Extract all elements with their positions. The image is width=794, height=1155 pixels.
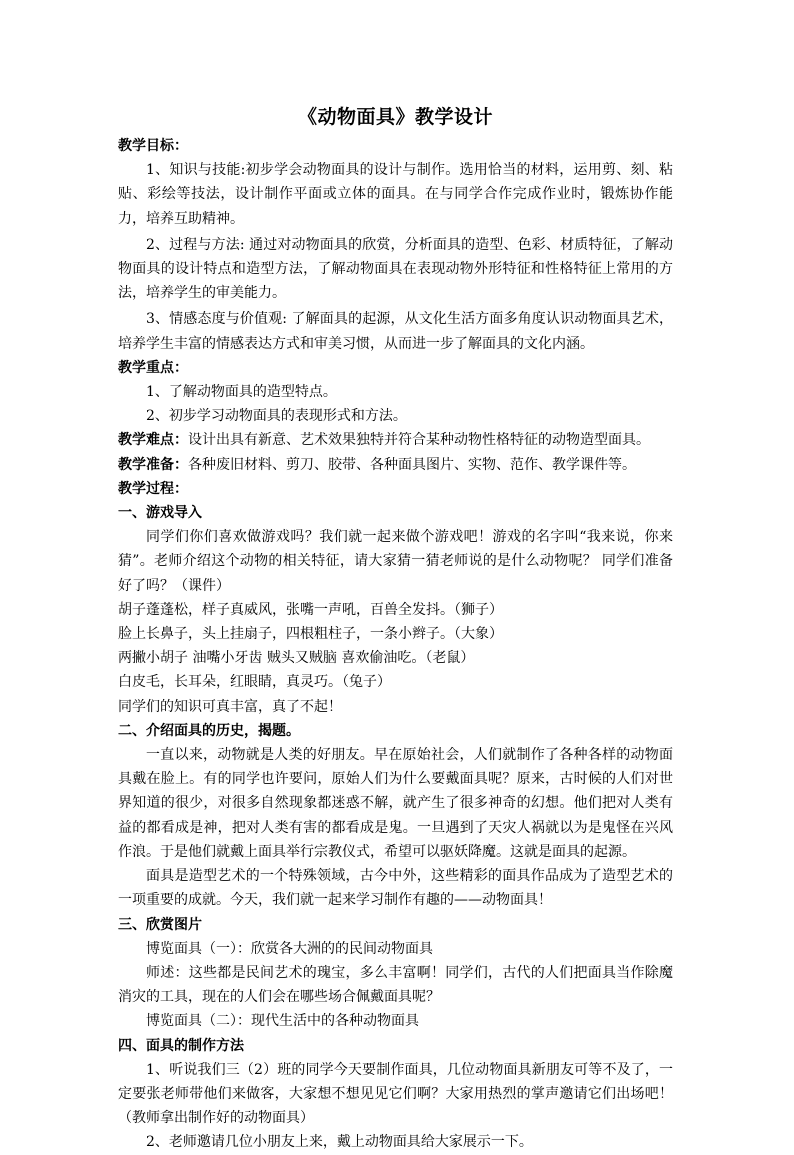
- preparation-line: [118, 453, 673, 477]
- section-3-para-3: 博览面具（二）：现代生活中的各种动物面具: [146, 1013, 419, 1030]
- document-title: 《动物面具》教学设计: [297, 106, 493, 128]
- key-point-item-1: 1、了解动物面具的造型特点。: [146, 384, 337, 401]
- section-4-para-1: 1、听说我们三（2）班的同学今天要制作面具，几位动物面具新朋友可等不及了，一定要张老师带他们来做客，大家想不想见见它们啊？大家用热烈的掌声邀请它们出场吧！（教师拿出制作好的动物面具）: [118, 1061, 673, 1127]
- section-3-para-2: 师述：这些都是民间艺术的瑰宝，多么丰富啊！同学们，古代的人们把面具当作除魔消灾的工具，现在的人们会在哪些场合佩戴面具呢？: [118, 964, 673, 1006]
- section-1-praise: 同学们的知识可真丰富，真了不起！: [118, 698, 342, 715]
- section-3-para-1: 博览面具（一）：欣赏各大洲的的民间动物面具: [146, 940, 433, 957]
- objective-item-2: 2、过程与方法: 通过对动物面具的欣赏，分析面具的造型、色彩、材质特征，了解动物面具的设计特点和造型方法，了解动物面具在表现动物外形特征和性格特征上常用的方法，培养学生的审美能力。: [118, 236, 673, 302]
- section-4-para-2: 2、老师邀请几位小朋友上来，戴上动物面具给大家展示一下。: [146, 1134, 533, 1151]
- section-1-intro: 同学们你们喜欢做游戏吗？我们就一起来做个游戏吧！游戏的名字叫“我来说，你来猜”。老师介绍这个动物的相关特征，请大家猜一猜老师说的是什么动物呢？ 同学们准备好了吗？（课件）: [118, 529, 673, 594]
- objective-item-3: 3、情感态度与价值观: 了解面具的起源，从文化生活方面多角度认识动物面具艺术，培养学生丰富的情感表达方式和审美习惯，从而进一步了解面具的文化内涵。: [118, 311, 673, 352]
- section-2-para-1: 一直以来，动物就是人类的好朋友。早在原始社会，人们就制作了各种各样的动物面具戴在脸上。有的同学也许要问，原始人们为什么要戴面具呢？原来，古时候的人们对世界知道的很少，对很多自然现象都迷惑不解，就产生了很多神奇的幻想。他们把对人类有益的都看成是神，把对人类有害的都看成是鬼。一旦遇到了天灾人祸就以为是鬼怪在兴风作浪。于是他们就戴上面具举行宗教仪式，希望可以驱妖降魔。这就是面具的起源。: [118, 747, 673, 860]
- riddle-2: 脸上长鼻子，头上挂扇子，四根粗柱子，一条小辫子。（大象）: [118, 626, 503, 643]
- difficulty-text: 设计出具有新意、艺术效果独特并符合某种动物性格特征的动物造型面具。: [188, 432, 650, 449]
- section-2-heading: 二、介绍面具的历史，揭题。: [118, 722, 300, 739]
- riddle-4: 白皮毛，长耳朵，红眼睛，真灵巧。（兔子）: [118, 674, 391, 691]
- riddle-1: 胡子蓬蓬松，样子真威风，张嘴一声吼，百兽全发抖。（狮子）: [118, 601, 503, 618]
- key-points-heading: 教学重点：: [118, 359, 188, 376]
- difficulty-line: [118, 428, 673, 452]
- section-3-heading: 三、欣赏图片: [118, 916, 202, 933]
- process-heading: 教学过程：: [118, 480, 188, 497]
- preparation-label: 教学准备：: [118, 456, 188, 473]
- section-4-heading: 四、面具的制作方法: [118, 1037, 244, 1054]
- objective-item-1: 1、知识与技能:初步学会动物面具的设计与制作。选用恰当的材料，运用剪、刻、粘贴、彩绘等技法，设计制作平面或立体的面具。在与同学合作完成作业时，锻炼协作能力，培养互助精神。: [118, 162, 673, 227]
- key-point-item-2: 2、初步学习动物面具的表现形式和方法。: [146, 408, 407, 425]
- objectives-heading: 教学目标：: [118, 138, 188, 154]
- difficulty-label: 教学难点：: [118, 432, 188, 449]
- section-1-heading: 一、游戏导入: [118, 505, 202, 522]
- preparation-text: 各种废旧材料、剪刀、胶带、各种面具图片、实物、范作、教学课件等。: [188, 456, 636, 473]
- section-2-para-2: 面具是造型艺术的一个特殊领域，古今中外，这些精彩的面具作品成为了造型艺术的一项重要的成就。今天，我们就一起来学习制作有趣的——动物面具！: [118, 868, 673, 909]
- riddle-3: 两撇小胡子 油嘴小牙齿 贼头又贼脑 喜欢偷油吃。（老鼠）: [118, 650, 475, 667]
